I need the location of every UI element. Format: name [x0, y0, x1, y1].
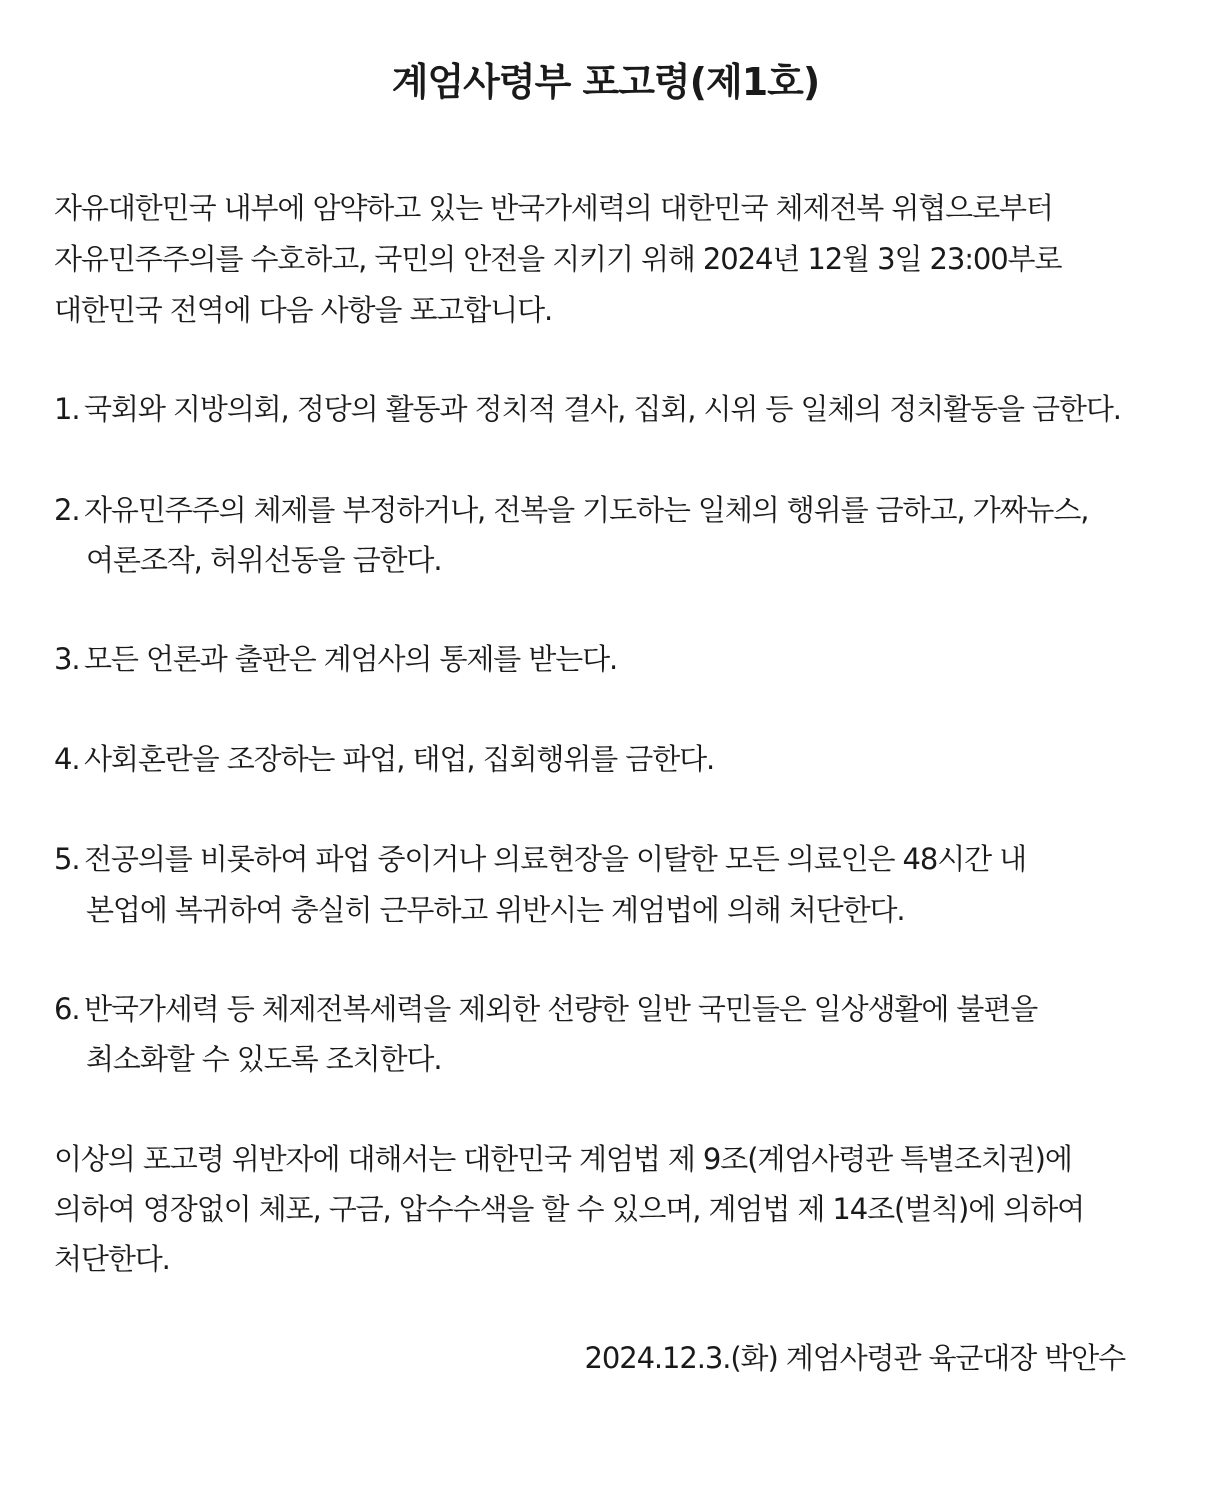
item-1 [54, 381, 1121, 437]
preamble-line: 자유대한민국 내부에 암약하고 있는 반국가세력의 대한민국 체제전복 위협으로부터 [54, 191, 1053, 225]
item-text: 자유민주주의 체제를 부정하거나, 전복을 기도하는 일체의 행위를 금하고, 가짜뉴스, [84, 493, 1089, 527]
item-number: 5. [54, 842, 80, 876]
item-text: 반국가세력 등 체제전복세력을 제외한 선량한 일반 국민들은 일상생활에 불편을 [84, 992, 1038, 1026]
item-text: 사회혼란을 조장하는 파업, 태업, 집회행위를 금한다. [84, 742, 715, 776]
item-6 [54, 981, 1037, 1037]
item-3 [54, 631, 617, 687]
item-number: 2. [54, 493, 80, 527]
item-text-continued: 본업에 복귀하여 충실히 근무하고 위반시는 계엄법에 의해 처단한다. [86, 893, 905, 927]
item-number: 6. [54, 992, 80, 1026]
item-number: 1. [54, 392, 80, 426]
item-number: 3. [54, 642, 80, 676]
item-4 [54, 731, 714, 787]
closing-line: 처단한다. [54, 1242, 170, 1276]
item-text-continued: 여론조작, 허위선동을 금한다. [86, 543, 442, 577]
item-number: 4. [54, 742, 80, 776]
item-text: 전공의를 비롯하여 파업 중이거나 의료현장을 이탈한 모든 의료인은 48시간 내 [84, 842, 1027, 876]
item-text-continued: 최소화할 수 있도록 조치한다. [86, 1042, 442, 1076]
preamble-line: 자유민주주의를 수호하고, 국민의 안전을 지키기 위해 2024년 12월 3일 23:00부로 [54, 242, 1062, 276]
signature-line: 2024.12.3.(화) 계엄사령관 육군대장 박안수 [584, 1341, 1125, 1375]
item-text: 모든 언론과 출판은 계엄사의 통제를 받는다. [84, 642, 618, 676]
item-text: 국회와 지방의회, 정당의 활동과 정치적 결사, 집회, 시위 등 일체의 정치활동을 금한다. [84, 392, 1121, 426]
preamble-line: 대한민국 전역에 다음 사항을 포고합니다. [54, 293, 553, 327]
item-5 [54, 831, 1026, 887]
closing-line: 의하여 영장없이 체포, 구금, 압수수색을 할 수 있으며, 계엄법 제 14조(벌칙)에 의하여 [54, 1192, 1085, 1226]
document-title: 계엄사령부 포고령(제1호) [391, 60, 820, 104]
item-2 [54, 482, 1088, 538]
closing-line: 이상의 포고령 위반자에 대해서는 대한민국 계엄법 제 9조(계엄사령관 특별조치권)에 [54, 1142, 1072, 1176]
